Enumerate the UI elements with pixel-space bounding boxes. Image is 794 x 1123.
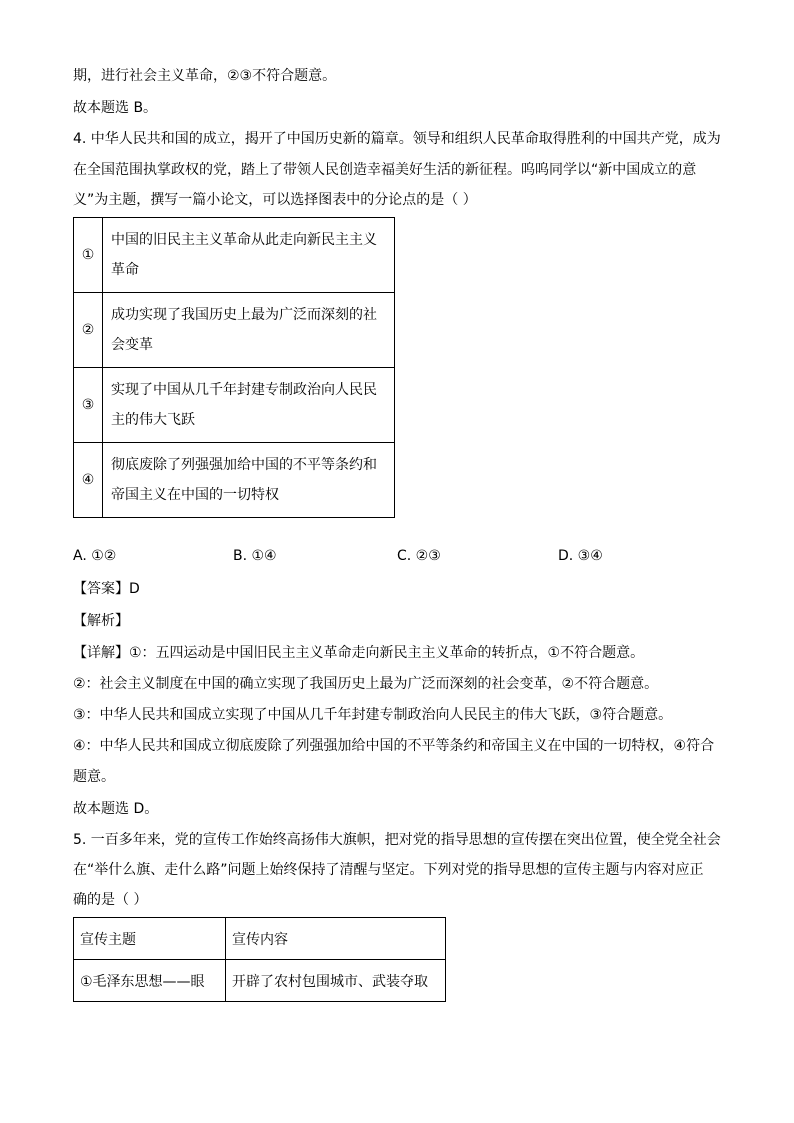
q4-analysis-label: 【解析】 (73, 613, 129, 629)
row-text: 成功实现了我国历史上最为广泛而深刻的社会变革 (103, 293, 395, 368)
q4-stem-line-3: 义”为主题，撰写一篇小论文，可以选择图表中的分论点的是（ ） (73, 192, 477, 208)
table-header-row (74, 918, 446, 960)
row-text: 实现了中国从几千年封建专制政治向人民民主的伟大飞跃 (103, 368, 395, 443)
header-topic: 宣传主题 (74, 918, 226, 960)
q4-detail-2: ②：社会主义制度在中国的确立实现了我国历史上最为广泛而深刻的社会变革，②不符合题意。 (73, 676, 659, 692)
q5-topic-table (73, 917, 446, 1002)
q4-stem-line-2: 在全国范围执掌政权的党，踏上了带领人民创造幸福美好生活的新征程。呜呜同学以“新中国成立的意 (73, 162, 697, 178)
q5-stem-line-2: 在“举什么旗、走什么路”问题上始终保持了清醒与坚定。下列对党的指导思想的宣传主题与内容对应正 (73, 862, 704, 878)
q4-choice: 故本题选 D。 (73, 801, 159, 817)
option-c: C. ②③ (397, 548, 441, 564)
table-row (74, 293, 395, 368)
q4-stem-line-1: 4. 中华人民共和国的成立，揭开了中国历史新的篇章。领导和组织人民革命取得胜利的中国共产党，成为 (73, 131, 721, 147)
prev-answer-tail: 期，进行社会主义革命，②③不符合题意。 (73, 68, 337, 84)
row-number: ① (74, 218, 103, 293)
q4-detail-3: ③：中华人民共和国成立实现了中国从几千年封建专制政治向人民民主的伟大飞跃，③符合题意。 (73, 707, 673, 723)
row-number: ③ (74, 368, 103, 443)
table-row (74, 218, 395, 293)
row-content: 开辟了农村包围城市、武装夺取 (226, 960, 446, 1002)
q4-statement-table (73, 217, 395, 518)
option-b: B. ①④ (233, 548, 277, 564)
table-row (74, 368, 395, 443)
table-row (74, 960, 446, 1002)
q4-options (73, 548, 733, 568)
row-text: 中国的旧民主主义革命从此走向新民主主义革命 (103, 218, 395, 293)
header-content: 宣传内容 (226, 918, 446, 960)
q4-answer: 【答案】D (73, 581, 140, 597)
row-number: ④ (74, 443, 103, 518)
prev-choice: 故本题选 B。 (73, 100, 158, 116)
table-row (74, 443, 395, 518)
q4-detail-1: 【详解】①：五四运动是中国旧民主主义革命走向新民主主义革命的转折点，①不符合题意。 (73, 645, 645, 661)
option-a: A. ①② (73, 548, 117, 564)
q5-stem-line-1: 5. 一百多年来，党的宣传工作始终高扬伟大旗帜，把对党的指导思想的宣传摆在突出位置，使全党全社会 (73, 832, 721, 848)
row-number: ② (74, 293, 103, 368)
row-topic: ①毛泽东思想——眼 (74, 960, 226, 1002)
option-d: D. ③④ (558, 548, 603, 564)
q4-detail-4-cont: 题意。 (73, 769, 115, 785)
row-text: 彻底废除了列强强加给中国的不平等条约和帝国主义在中国的一切特权 (103, 443, 395, 518)
q4-detail-4: ④：中华人民共和国成立彻底废除了列强强加给中国的不平等条约和帝国主义在中国的一切特权，④符合 (73, 738, 715, 754)
q5-stem-line-3: 确的是（ ） (73, 892, 148, 908)
